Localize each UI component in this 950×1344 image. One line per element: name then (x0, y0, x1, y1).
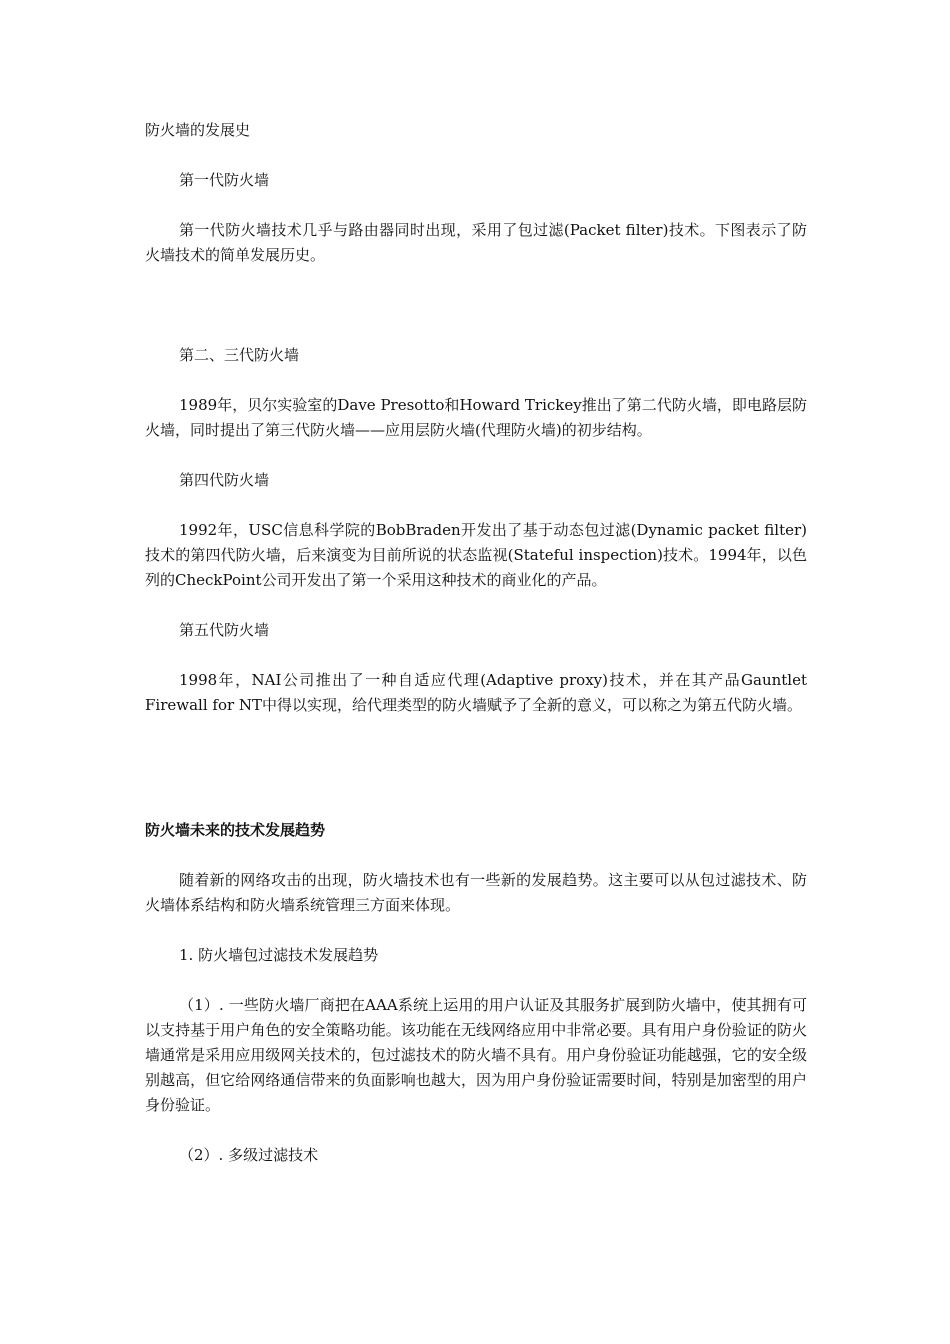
section-heading-gen23: 第二、三代防火墙 (179, 346, 300, 364)
section-heading-gen4: 第四代防火墙 (179, 471, 270, 489)
paragraph-trend-intro: 随着新的网络攻击的出现，防火墙技术也有一些新的发展趋势。这主要可以从包过滤技术、防火墙体系结构和防火墙系统管理三方面来体现。 (145, 871, 807, 914)
list-item-1-1: （1）. 一些防火墙厂商把在AAA系统上运用的用户认证及其服务扩展到防火墙中，使其拥有可以支持基于用户角色的安全策略功能。该功能在无线网络应用中非常必要。具有用户身份验证的防火墙通常是采用应用级网关技术的，包过滤技术的防火墙不具有。用户身份验证功能越强，它的安全级别越高，但它给网络通信带来的负面影响也越大，因为用户身份验证需要时间，特别是加密型的用户身份验证。 (145, 996, 807, 1114)
trend-title: 防火墙未来的技术发展趋势 (145, 821, 326, 839)
paragraph-gen4: 1992年，USC信息科学院的BobBraden开发出了基于动态包过滤(Dynamic packet filter)技术的第四代防火墙，后来演变为目前所说的状态监视(Stateful inspection)技术。1994年，以色列的CheckPoint公司开发出了第一个采用这种技术的商业化的产品。 (145, 521, 807, 589)
paragraph-gen23: 1989年，贝尔实验室的Dave Presotto和Howard Trickey推出了第二代防火墙，即电路层防火墙，同时提出了第三代防火墙——应用层防火墙(代理防火墙)的初步结构。 (145, 396, 807, 439)
paragraph-gen1: 第一代防火墙技术几乎与路由器同时出现，采用了包过滤(Packet filter)技术。下图表示了防火墙技术的简单发展历史。 (145, 221, 807, 264)
document-title: 防火墙的发展史 (145, 121, 251, 139)
document-page (145, 118, 807, 1168)
section-heading-gen1: 第一代防火墙 (179, 171, 270, 189)
paragraph-gen5: 1998年，NAI公司推出了一种自适应代理(Adaptive proxy)技术，并在其产品Gauntlet Firewall for NT中得以实现，给代理类型的防火墙赋予了全新的意义，可以称之为第五代防火墙。 (145, 671, 807, 714)
list-item-1-2: （2）. 多级过滤技术 (179, 1146, 319, 1164)
list-item-1: 1. 防火墙包过滤技术发展趋势 (179, 946, 379, 964)
section-heading-gen5: 第五代防火墙 (179, 621, 270, 639)
